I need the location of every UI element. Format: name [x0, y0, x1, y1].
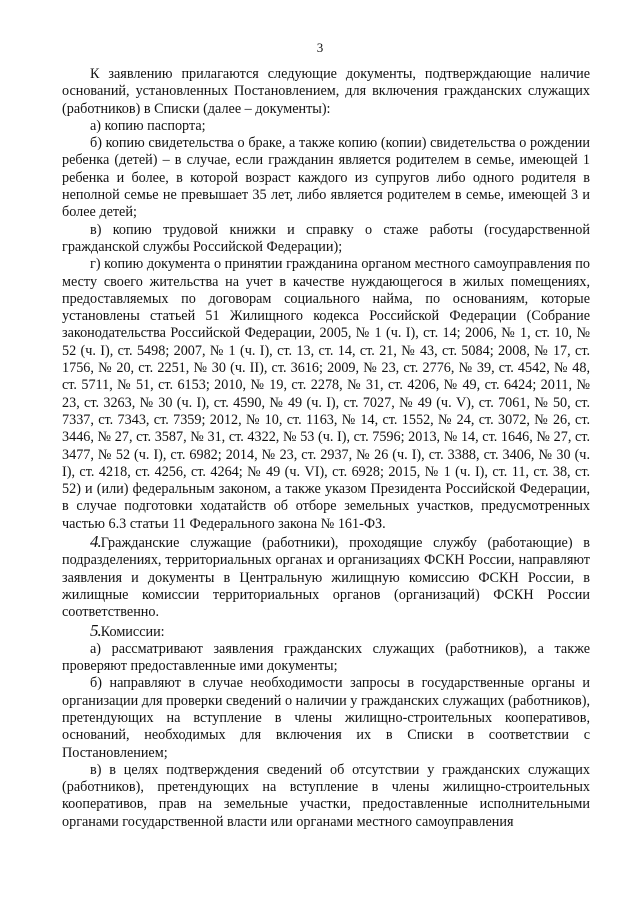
- paragraph-b-marriage: б) копию свидетельства о браке, а также копию (копии) свидетельства о рождении ребенка (детей) – в случае, если гражданин является родителем в семье, имеющей 1 ребенка и более, в которой возраст каждого из супругов либо одного родителя в неполной семье не превышает 35 лет, либо является родителем в семье, имеющей 3 и более детей;: [62, 135, 590, 221]
- subitem-b-requests: б) направляют в случае необходимости запросы в государственные органы и организации для проверки сведений о наличии у гражданских служащих (работников), претендующих на вступление в члены жилищно-строительных кооперативов, оснований, необходимых для включения их в Списки в соответствии с Постановлением;: [62, 675, 590, 761]
- paragraph-item-5: [62, 622, 590, 641]
- paragraph-item-4: [62, 533, 590, 621]
- paragraph-a-passport: а) копию паспорта;: [90, 117, 206, 134]
- subitem-a-review: а) рассматривают заявления гражданских служащих (работников), а также проверяют предоставленные ими документы;: [62, 640, 590, 675]
- paragraph-g-housing: г) копию документа о принятии гражданина органом местного самоуправления по месту своего жительства на учет в качестве нуждающегося в жилых помещениях, предоставляемых по договорам социального найма, по основаниям, которые установлены статьей 51 Жилищного кодекса Российской Федерации (Собрание законодательства Российской Федерации, 2005, № 1 (ч. I), ст. 14; 2006, № 1, ст. 10, № 52 (ч. I), ст. 5498; 2007, № 1 (ч. I), ст. 13, ст. 14, ст. 21, № 43, ст. 5084; 2008, № 17, ст. 1756, № 20, ст. 2251, № 30 (ч. II), ст. 3616; 2009, № 23, ст. 2776, № 39, ст. 4542, № 48, ст. 5711, № 51, ст. 6153; 2010, № 19, ст. 2278, № 31, ст. 4206, № 49, ст. 6424; 2011, № 23, ст. 3263, № 30 (ч. I), ст. 4590, № 49 (ч. I), ст. 7027, № 49 (ч. V), ст. 7061, № 50, ст. 7337, ст. 7343, ст. 7359; 2012, № 10, ст. 1163, № 14, ст. 1552, № 24, ст. 3072, № 26, ст. 3446, № 27, ст. 3587, № 31, ст. 4322, № 53 (ч. I), ст. 7596; 2013, № 14, ст. 1646, № 27, ст. 3477, № 52 (ч. I), ст. 6982; 2014, № 23, ст. 2937, № 26 (ч. I), ст. 3388, ст. 3406, № 30 (ч. I), ст. 4218, ст. 4256, ст. 4264; № 49 (ч. VI), ст. 6928; 2015, № 1 (ч. I), ст. 11, ст. 38, ст. 52) и (или) федеральным законом, а также указом Президента Российской Федерации, в случае подготовки ходатайств об отборе земельных участков, предусмотренных частью 6.3 статьи 11 Федерального закона № 161-ФЗ.: [62, 256, 590, 532]
- item-5-text: Комиссии:: [100, 623, 165, 640]
- item-4-text: Гражданские служащие (работники), проходящие службу (работающие) в подразделениях, территориальных органах и организациях ФСКН России, направляют заявления и документы в Центральную жилищную комиссию ФСКН России, в жилищные комиссии территориальных органов (организаций) ФСКН России соответственно.: [62, 535, 590, 621]
- paragraph-v-employment: в) копию трудовой книжки и справку о стаже работы (государственной гражданской службы Российской Федерации);: [62, 221, 590, 255]
- document-body: [62, 66, 590, 831]
- item-5-number: 5.: [90, 620, 101, 640]
- item-4-number: 4.: [90, 532, 101, 552]
- subitem-v-land: в) в целях подтверждения сведений об отсутствии у гражданских служащих (работников), претендующих на вступление в члены жилищно-строительных кооперативов, прав на земельные участки, предоставленные исполнительными органами государственной власти или органами местного самоуправления: [62, 761, 590, 830]
- page-number: 3: [316, 40, 324, 55]
- paragraph-intro: К заявлению прилагаются следующие документы, подтверждающие наличие оснований, установленных Постановлением, для включения гражданских служащих (работников) в Списки (далее – документы):: [62, 66, 590, 117]
